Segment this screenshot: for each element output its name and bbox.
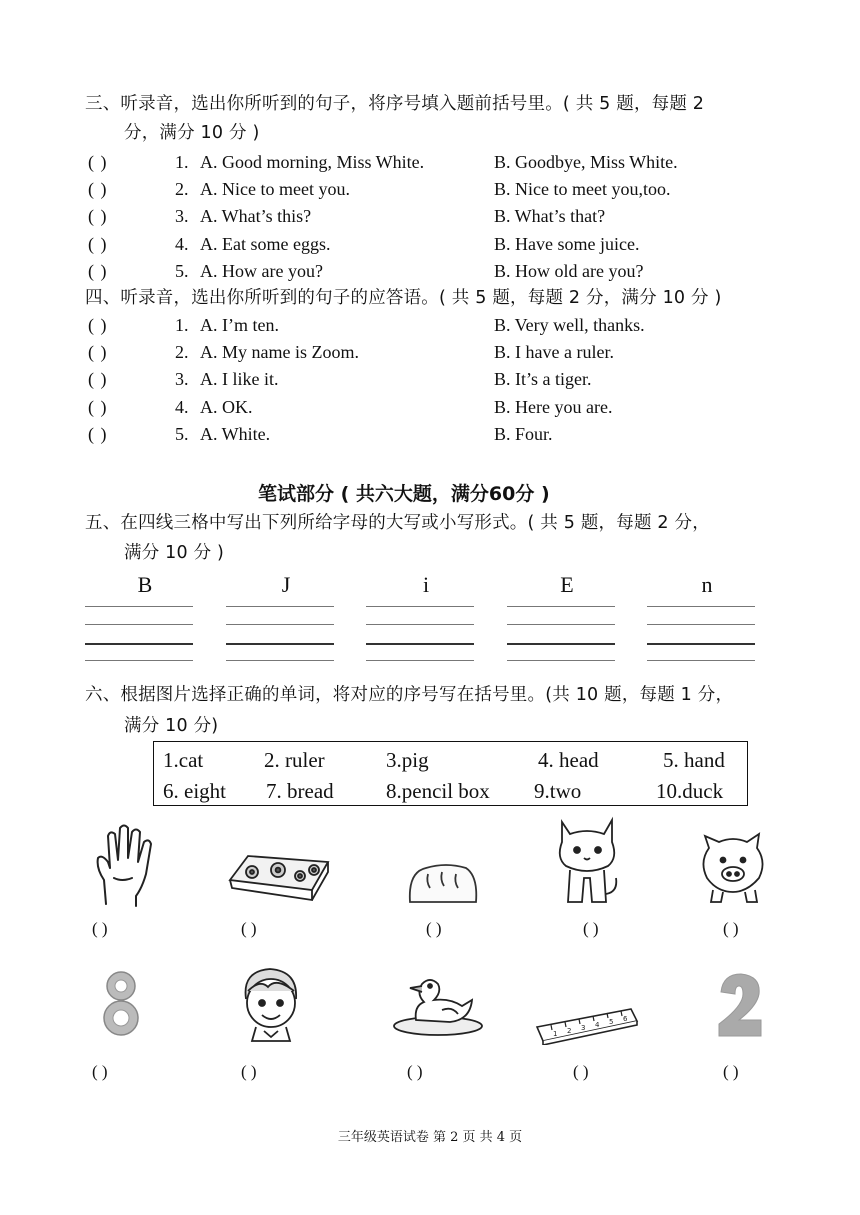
answer-parentheses[interactable]: ( ) — [88, 423, 108, 444]
option-b: B. Goodbye, Miss White. — [494, 152, 678, 172]
svg-text:2: 2 — [567, 1027, 572, 1035]
picture-answer-parentheses[interactable]: ( ) — [573, 1062, 589, 1081]
letter-prompt: J — [281, 572, 291, 597]
option-a: A. OK. — [200, 396, 253, 417]
question-row — [0, 369, 860, 396]
ruler-icon — [535, 1005, 639, 1045]
option-a: A. Nice to meet you. — [200, 179, 350, 200]
option-b: B. It’s a tiger. — [494, 369, 592, 390]
question-number: 4. — [175, 396, 189, 417]
option-b: B. I have a ruler. — [494, 342, 614, 363]
word-bank-box — [153, 741, 748, 806]
question-number: 5. — [175, 260, 189, 281]
duck-icon — [388, 970, 484, 1038]
number-eight-icon — [101, 968, 141, 1038]
option-a: A. Eat some eggs. — [200, 233, 331, 254]
svg-text:3: 3 — [581, 1024, 586, 1032]
written-part-title: 笔试部分 ( 共六大题，满分60分 ) — [258, 483, 550, 505]
option-a: A. My name is Zoom. — [200, 342, 359, 363]
answer-parentheses[interactable]: ( ) — [88, 206, 108, 227]
question-row — [0, 342, 860, 369]
svg-text:5: 5 — [609, 1018, 614, 1026]
option-b: B. Nice to meet you,too. — [494, 179, 671, 200]
question-row — [0, 179, 860, 206]
option-a: A. I’m ten. — [200, 315, 279, 335]
letter-prompt: E — [560, 572, 574, 597]
option-b: B. Here you are. — [494, 396, 613, 417]
answer-parentheses[interactable]: ( ) — [88, 315, 108, 335]
writing-lines[interactable] — [226, 606, 334, 662]
answer-parentheses[interactable]: ( ) — [88, 396, 108, 417]
question-row — [0, 206, 860, 233]
section6-heading-line2: 满分 10 分) — [124, 716, 219, 736]
picture-answer-parentheses[interactable]: ( ) — [241, 1062, 257, 1081]
question-row — [0, 397, 860, 424]
picture-answer-parentheses[interactable]: ( ) — [426, 919, 442, 938]
word-bank-item: 3.pig — [386, 748, 429, 772]
question-row — [0, 315, 860, 342]
question-number: 3. — [175, 369, 189, 390]
question-row — [0, 424, 860, 451]
word-bank-item: 2. ruler — [264, 748, 325, 772]
cat-icon — [552, 814, 622, 910]
word-bank-item: 6. eight — [163, 779, 226, 803]
pencil-box-icon — [226, 850, 332, 904]
picture-answer-parentheses[interactable]: ( ) — [723, 919, 739, 938]
section5-heading-line1: 五、在四线三格中写出下列所给字母的大写或小写形式。( 共 5 题，每题 2 分， — [85, 513, 710, 533]
word-bank-item: 5. hand — [663, 748, 725, 772]
word-bank-item: 7. bread — [266, 779, 334, 803]
picture-answer-parentheses[interactable]: ( ) — [92, 1062, 108, 1081]
answer-parentheses[interactable]: ( ) — [88, 233, 108, 254]
answer-parentheses[interactable]: ( ) — [88, 342, 108, 363]
question-row — [0, 234, 860, 261]
letter-prompt: n — [701, 572, 713, 597]
boy-head-icon — [238, 965, 304, 1043]
question-number: 2. — [175, 342, 189, 363]
question-number: 1. — [175, 152, 189, 172]
section6-heading-line1: 六、根据图片选择正确的单词，将对应的序号写在括号里。(共 10 题，每题 1 分， — [85, 685, 734, 705]
picture-answer-parentheses[interactable]: ( ) — [241, 919, 257, 938]
option-b: B. Four. — [494, 423, 553, 444]
word-bank-item: 8.pencil box — [386, 779, 490, 803]
svg-text:1: 1 — [553, 1030, 558, 1038]
option-b: B. How old are you? — [494, 260, 644, 281]
svg-text:4: 4 — [595, 1021, 600, 1029]
question-number: 3. — [175, 206, 189, 227]
writing-lines[interactable] — [507, 606, 615, 662]
writing-lines[interactable] — [647, 606, 755, 662]
answer-parentheses[interactable]: ( ) — [88, 369, 108, 390]
option-a: A. Good morning, Miss White. — [200, 152, 425, 172]
word-bank-item: 1.cat — [163, 748, 204, 772]
svg-text:6: 6 — [623, 1015, 628, 1023]
bread-icon — [406, 862, 480, 906]
writing-lines[interactable] — [85, 606, 193, 662]
page-footer: 三年级英语试卷 第 2 页 共 4 页 — [337, 1130, 523, 1145]
section4-heading: 四、听录音，选出你所听到的句子的应答语。( 共 5 题，每题 2 分，满分 10 分 ) — [85, 288, 722, 308]
option-b: B. Very well, thanks. — [494, 315, 645, 335]
option-a: A. White. — [200, 423, 271, 444]
letter-prompt: B — [137, 572, 153, 597]
picture-answer-parentheses[interactable]: ( ) — [583, 919, 599, 938]
word-bank-item: 9.two — [534, 779, 582, 803]
pig-icon — [697, 830, 769, 906]
word-bank-item: 10.duck — [656, 779, 724, 803]
option-a: A. What’s this? — [200, 206, 312, 227]
answer-parentheses[interactable]: ( ) — [88, 179, 108, 200]
question-row — [0, 261, 860, 288]
answer-parentheses[interactable]: ( ) — [88, 152, 108, 172]
picture-answer-parentheses[interactable]: ( ) — [92, 919, 108, 938]
section3-heading-line1: 三、听录音，选出你所听到的句子，将序号填入题前括号里。( 共 5 题，每题 2 — [85, 94, 705, 114]
picture-answer-parentheses[interactable]: ( ) — [407, 1062, 423, 1081]
picture-answer-parentheses[interactable]: ( ) — [723, 1062, 739, 1081]
letter-prompt: i — [422, 572, 430, 597]
hand-icon — [92, 822, 156, 908]
option-a: A. How are you? — [200, 260, 323, 281]
question-row — [0, 152, 860, 179]
option-a: A. I like it. — [200, 369, 279, 390]
question-number: 2. — [175, 179, 189, 200]
word-bank-item: 4. head — [538, 748, 599, 772]
option-b: B. Have some juice. — [494, 233, 640, 254]
writing-lines[interactable] — [366, 606, 474, 662]
answer-parentheses[interactable]: ( ) — [88, 260, 108, 281]
question-number: 4. — [175, 233, 189, 254]
section5-heading-line2: 满分 10 分 ) — [124, 543, 225, 563]
question-number: 1. — [175, 315, 189, 335]
section3-heading-line2: 分，满分 10 分 ) — [124, 123, 260, 143]
option-b: B. What’s that? — [494, 206, 606, 227]
question-number: 5. — [175, 423, 189, 444]
number-two-icon — [715, 972, 765, 1040]
